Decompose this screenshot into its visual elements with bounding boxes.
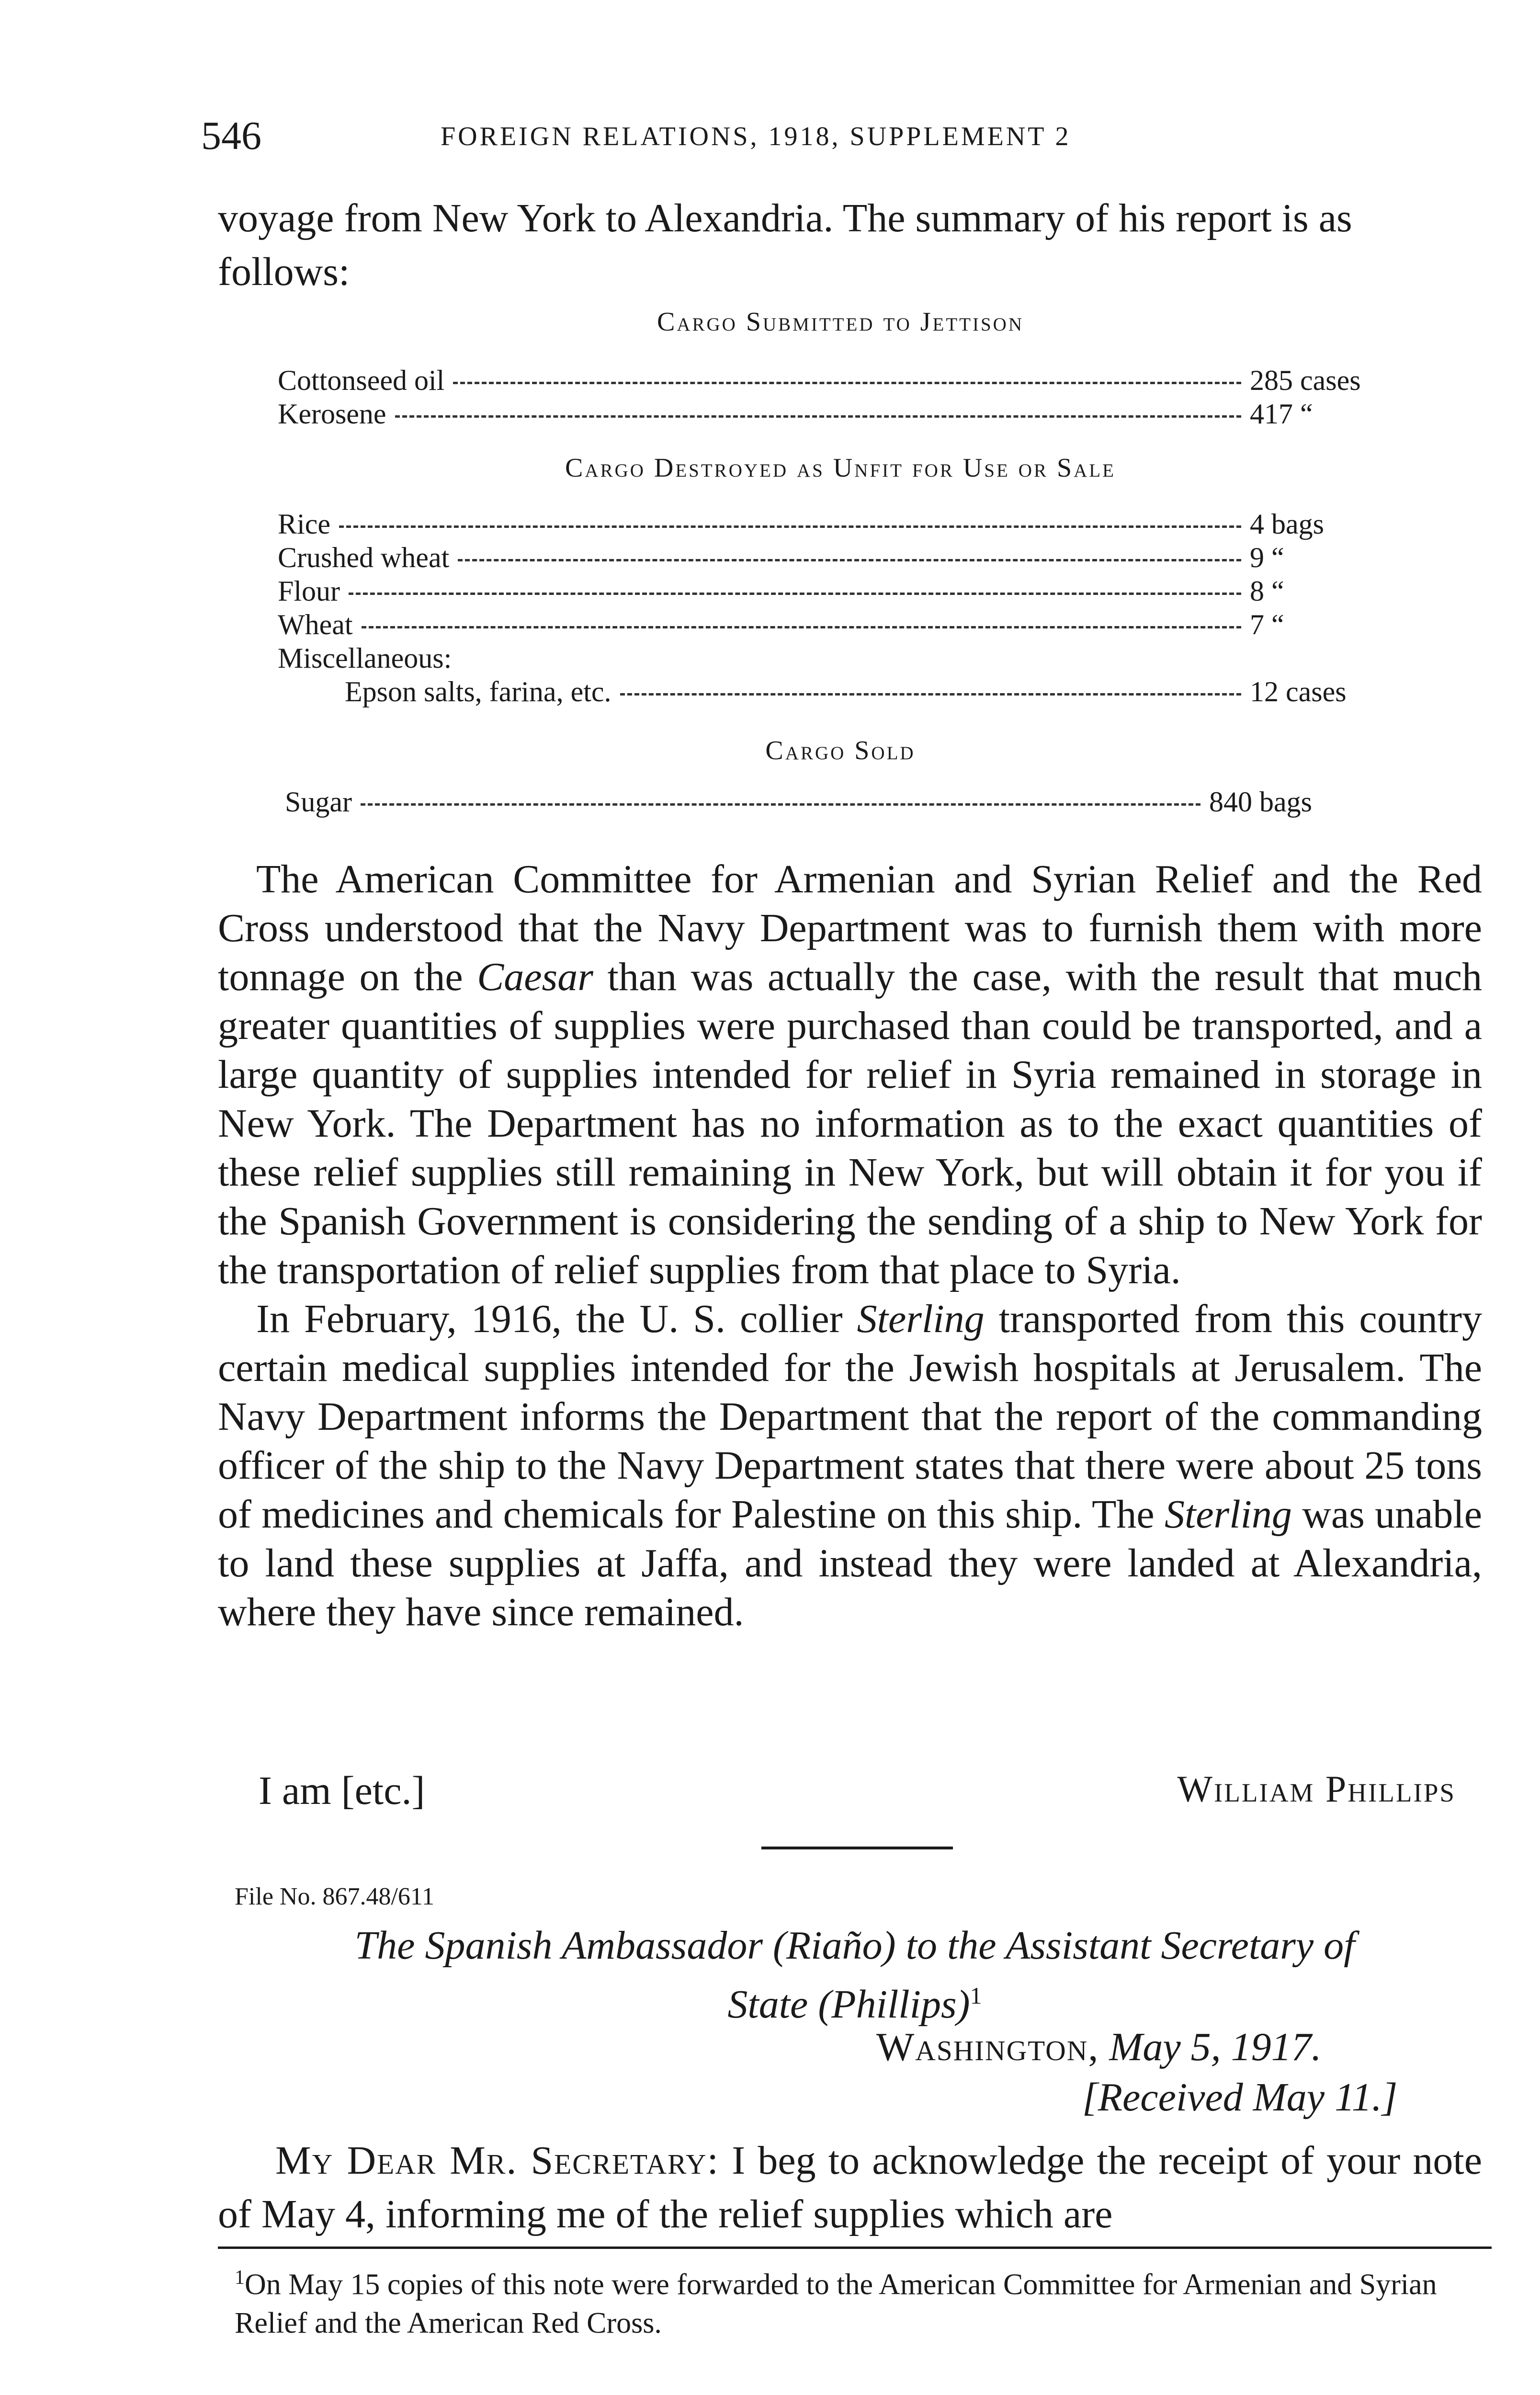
- closing: [259, 1768, 1456, 1814]
- cargo-quantity: 8 “: [1250, 575, 1284, 607]
- received-line: [1082, 2074, 1397, 2121]
- lead-paragraph: voyage from New York to Alexandria. The summary of his report is as follows:: [218, 196, 1352, 294]
- cargo-quantity: 4 bags: [1250, 508, 1324, 540]
- letter-opening: [218, 2134, 1482, 2241]
- paragraph: My Dear Mr. Secretary: I beg to acknowledge the receipt of your note of May 4, informing me of the relief supplies which are: [218, 2138, 1483, 2236]
- cargo-row: [278, 508, 1408, 541]
- title-line-1: The Spanish Ambassador (Riaño) to the Assistant Secretary of: [354, 1923, 1355, 1968]
- cargo-name: Wheat: [278, 609, 353, 640]
- footnote-rule: [218, 2247, 1492, 2249]
- dot-leader: [395, 415, 1241, 418]
- cargo-row: [278, 541, 1408, 575]
- cargo-quantity: 285 cases: [1250, 365, 1361, 396]
- cargo-row: [278, 398, 1408, 431]
- cargo-row: [278, 364, 1408, 398]
- running-head: FOREIGN RELATIONS, 1918, SUPPLEMENT 2: [441, 122, 1071, 151]
- cargo-name: Cottonseed oil: [278, 365, 445, 396]
- page-header: [201, 113, 1494, 165]
- document-title: [218, 1921, 1492, 2030]
- dot-leader: [620, 693, 1242, 696]
- dot-leader: [362, 626, 1241, 628]
- ship-name: Caesar: [477, 955, 593, 999]
- cargo-row: [278, 675, 1408, 709]
- section-divider: [761, 1847, 953, 1849]
- paragraph: The American Committee for Armenian and Syrian Relief and the Red Cross understood that the Navy Department was to furnish them with more tonnage on the Caesar than was actually the case, with the result that much greater quantities of supplies were purchased than could be transported, and a large quantity of supplies intended for relief in Syria remained in storage in New York. The Department has no information as to the exact quantities of these relief supplies still remaining in New York, but will obtain it for you if the Spanish Government is considering the sending of a ship to New York for the transportation of relief supplies from that place to Syria.: [218, 857, 1482, 1292]
- dot-leader: [458, 559, 1241, 561]
- cargo-quantity: 12 cases: [1250, 676, 1347, 707]
- body-text: [218, 855, 1482, 1637]
- dateline: [876, 2024, 1322, 2070]
- dateline-date: May 5, 1917.: [1109, 2025, 1322, 2069]
- cargo-quantity: 9 “: [1250, 542, 1284, 573]
- cargo-name: Flour: [278, 575, 340, 607]
- destroyed-heading: Cargo Destroyed as Unfit for Use or Sale: [565, 453, 1116, 483]
- cargo-row: [285, 786, 1367, 819]
- jettison-heading: Cargo Submitted to Jettison: [657, 307, 1024, 337]
- cargo-misc-label-row: [278, 642, 1408, 675]
- dot-leader: [349, 593, 1241, 595]
- footnote-marker: 1: [235, 2267, 245, 2289]
- cargo-quantity: 417 “: [1250, 398, 1313, 430]
- cargo-name: Sugar: [285, 786, 352, 818]
- received-date: [Received May 11.]: [1082, 2075, 1398, 2120]
- salutation: My Dear Mr. Secretary:: [275, 2138, 719, 2183]
- title-line-2: State (Phillips): [727, 1982, 970, 2027]
- cargo-name: Kerosene: [278, 398, 386, 430]
- misc-label: Miscellaneous:: [278, 642, 452, 674]
- cargo-name: Crushed wheat: [278, 542, 450, 573]
- dot-leader: [361, 803, 1200, 806]
- file-number: File No. 867.48/611: [235, 1883, 434, 1910]
- dot-leader: [453, 382, 1241, 384]
- cargo-name: Epson salts, farina, etc.: [345, 676, 611, 707]
- footnote: [235, 2258, 1489, 2342]
- cargo-name: Rice: [278, 508, 330, 540]
- signature: William Phillips: [1177, 1768, 1456, 1810]
- closing-text: I am [etc.]: [259, 1768, 425, 1813]
- dateline-place: Washington,: [876, 2025, 1099, 2069]
- ship-name: Sterling: [1164, 1492, 1292, 1537]
- sold-heading: Cargo Sold: [765, 736, 916, 765]
- cargo-quantity: 7 “: [1250, 609, 1284, 640]
- cargo-row: [278, 608, 1408, 642]
- footnote-reference: 1: [970, 1982, 982, 2009]
- paragraph: In February, 1916, the U. S. collier Sterling transported from this country certain medical supplies intended for the Jewish hospitals at Jerusalem. The Navy Department informs the Department that the report of the commanding officer of the ship to the Navy Department states that there were about 25 tons of medicines and chemicals for Palestine on this ship. The Sterling was unable to land these supplies at Jaffa, and instead they were landed at Alexandria, where they have since remained.: [218, 1297, 1483, 1634]
- footnote-text: On May 15 copies of this note were forwarded to the American Committee for Armenian and Syrian Relief and the American Red Cross.: [235, 2268, 1437, 2339]
- dot-leader: [339, 525, 1241, 528]
- cargo-quantity: 840 bags: [1209, 786, 1312, 818]
- ship-name: Sterling: [857, 1297, 985, 1341]
- cargo-row: [278, 575, 1408, 608]
- page-number: 546: [201, 114, 261, 158]
